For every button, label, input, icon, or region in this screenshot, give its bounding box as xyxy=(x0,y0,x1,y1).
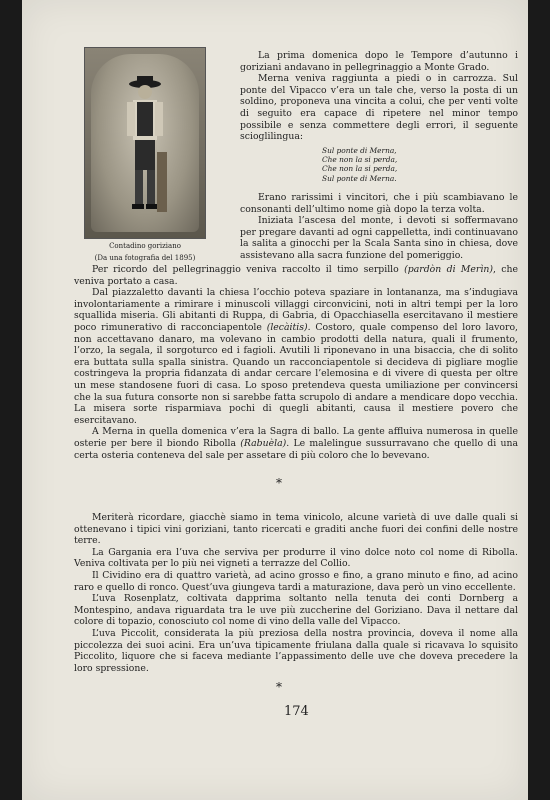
italic-term: (Rabuèla) xyxy=(240,437,287,449)
paragraph-villages xyxy=(74,287,518,426)
page-number: 174 xyxy=(284,704,309,719)
main-text-block xyxy=(74,264,518,461)
right-column-top xyxy=(240,50,518,143)
paragraph-cividino: Il Cividino era di quattro varietà, ad acino grosso e fino, a grano minuto e fino, ad acino raro e quello di ronco. Quest’uva giungeva tardi a maturazione, dava però un vino eccellente. xyxy=(74,569,518,593)
paragraph-grapes: Meriterà ricordare, giacchè siamo in tema vinicolo, alcune varietà di uve dalle quali si ottenevano i tipici vini goriziani, tanto ricercati e graditi anche fuori dei confini delle nostre terre. xyxy=(74,512,518,547)
text-run: , che veniva portato a casa. xyxy=(74,264,518,287)
text-run: . Costoro, quale compenso del loro lavoro, non accettavano danaro, ma volevano in cambio prodotti della natura, quali il frumento, l’orzo, la segala, il sorgoturco ed i fagioli. Avutili li riponevano in una bisaccia, che di solito era buttata sulla spalla sinistra. Quando un racconciapentole si decideva di pigliare moglie costringeva la propria fidanzata di andar cercare l’elemosina e di vivere di questa per oltre un mese standosene fuori di casa. Lo sposo pretendeva questa umiliazione per convincersi che la sua futura consorte non si sarebbe fatta scrupolo di andare a mendicare dopo vecchia. La misera sorte risparmiava pochi di quegli abitanti, causa il mestiere povero che esercitavano. xyxy=(74,321,518,426)
paragraph-piccolit: L’uva Piccolit, considerata la più preziosa della nostra provincia, doveva il nome alla piccolezza dei suoi acini. Era un’uva tipicamente friulana dalla quale si ricavava lo squisito Piccolito, liquore che si faceva mediante l’appassimento delle uve che doveva precedere la loro spressione. xyxy=(74,627,518,674)
right-column-bottom xyxy=(240,192,518,262)
caption-source: (Da una fotografia del 1895) xyxy=(94,254,196,262)
caption-title: Contadino goriziano xyxy=(109,242,181,250)
poem-line: Che non la si perda, xyxy=(322,155,398,165)
text-run: A Merna in quella domenica v’era la Sagra di ballo. La gente affluiva numerosa in quelle osterie per bere il biondo Ribolla xyxy=(74,426,518,449)
paragraph-gargania: La Gargania era l’uva che serviva per produrre il vino dolce noto col nome di Ribolla. Veniva coltivata per lo più nei vigneti a terrazze del Collio. xyxy=(74,546,518,570)
text-run: Dal piazzaletto davanti la chiesa l’occhio poteva spaziare in lontananza, ma s’indugiava involontariamente a rimirare i minuscoli villaggi circonvicini, noti in altri tempi per la loro squallida miseria. Gli abitanti di Ruppa, di Gabria, di Opacchiasella esercitavano il mestiere poco rimunerativo di racconciapentole xyxy=(74,287,518,333)
tongue-twister-poem xyxy=(322,146,397,183)
text-run: . Le malelingue sussurravano che quello di una certa osteria conteneva del sale per assetare di più coloro che lo bevevano. xyxy=(74,437,518,461)
wine-text-block xyxy=(74,512,518,674)
book-page xyxy=(22,0,528,800)
italic-term: (pardòn di Merìn) xyxy=(404,264,493,275)
paragraph-sagra xyxy=(74,426,518,461)
paragraph-rosenplatz: L’uva Rosenplatz, coltivata dapprima soltanto nella tenuta dei conti Dornberg a Montespino, andava riguardata tra le uve più zuccherine del Goriziano. Dava il nettare dal colore di topazio, conosciuto col nome di vino della valle del Vipacco. xyxy=(74,593,518,628)
paragraph-pilgrimage: La prima domenica dopo le Tempore d’autunno i goriziani andavano in pellegrinaggio a Monte Grado. xyxy=(240,50,518,73)
portrait-photo xyxy=(84,47,206,239)
paragraph-ascent: Iniziata l’ascesa del monte, i devoti si soffermavano per pregare davanti ad ogni cappelletta, indi continuavano la salita a ginocchi per la Scala Santa sino in chiesa, dove assistevano alla sacra funzione del pomeriggio. xyxy=(240,215,518,261)
section-separator: * xyxy=(276,680,282,694)
poem-line: Che non la si perda, xyxy=(322,164,398,174)
poem-line: Sul ponte di Merna. xyxy=(322,173,397,183)
poem-line: Sul ponte di Merna, xyxy=(322,146,397,155)
section-separator: * xyxy=(276,476,282,490)
paragraph-winners: Erano rarissimi i vincitori, che i più scambiavano le consonanti dell’ultimo nome già dopo la terza volta. xyxy=(240,192,518,215)
photo-caption xyxy=(80,240,210,264)
paragraph-merna: Merna veniva raggiunta a piedi o in carrozza. Sul ponte del Vipacco v’era un tale che, verso la posta di un soldino, proponeva una vincita a colui, che per venti volte di seguito era capace di ripetere nel minor tempo possibile e senza commettere degli errori, il seguente scioglilingua: xyxy=(240,73,518,143)
text-run: Per ricordo del pellegrinaggio veniva raccolto il timo serpillo xyxy=(92,264,405,275)
paragraph-thyme xyxy=(74,264,518,287)
italic-term: (lecàitis) xyxy=(266,321,308,333)
peasant-figure-icon xyxy=(115,72,175,222)
